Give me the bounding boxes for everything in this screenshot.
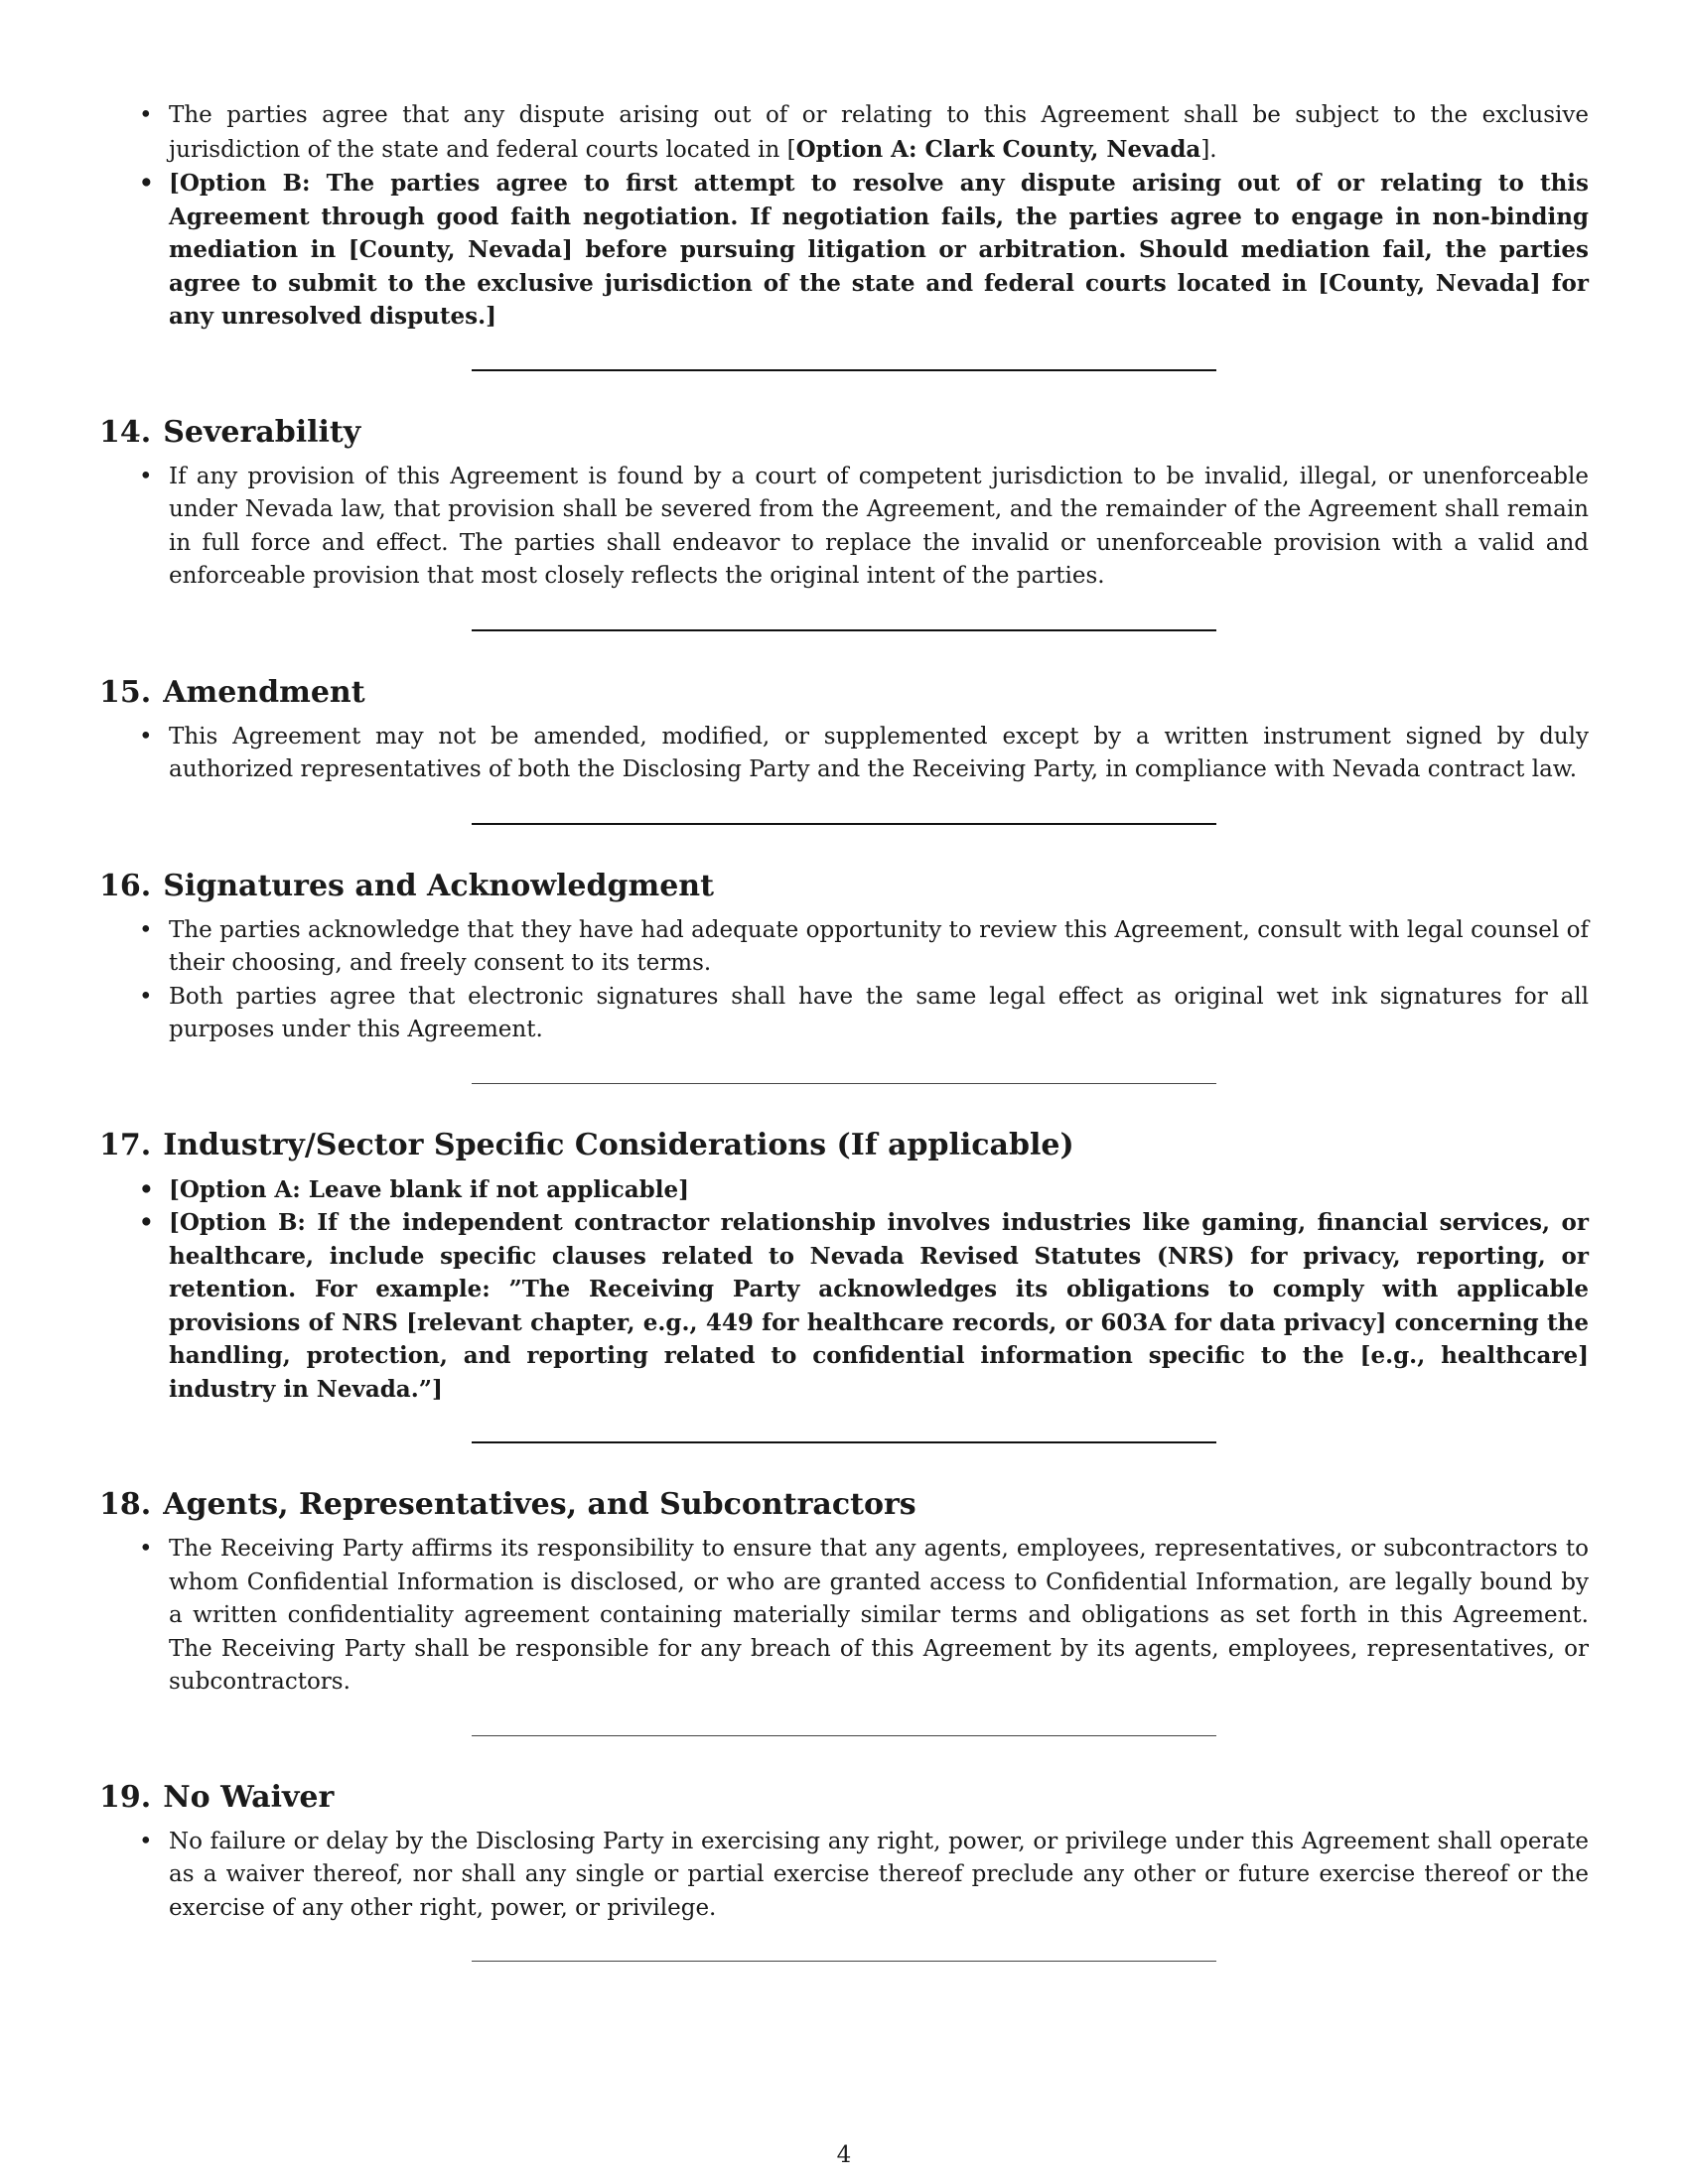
list-item: • [Option B: The parties agree to first attempt to resolve any dispute arising out of or relating to this Agreement through good faith negotiation. If negotiation fails, the parties agree to engage in non-binding mediation in [County, Nevada] before pursuing litigation or arbitration. Should mediation fail, the parties agree to submit to the exclusive jurisdiction of the state and federal courts located in [County, Nevada] for any unresolved disputes.] [99,167,1589,334]
section-divider [472,369,1216,371]
section-heading-18: 18. Agents, Representatives, and Subcontractors [99,1487,916,1522]
section-heading-17: 17. Industry/Sector Specific Considerations (If applicable) [99,1127,1074,1162]
list-item: • [Option B: If the independent contractor relationship involves industries like gaming, financial services, or healthcare, include specific clauses related to Nevada Revised Statutes (NRS) for privacy, reporting, or retention. For example: ”The Receiving Party acknowledges its obligations to comply with applicable provisions of NRS [relevant chapter, e.g., 449 for healthcare records, or 603A for data privacy] concerning the handling, protection, and reporting related to confidential information specific to the [e.g., healthcare] industry in Nevada.”] [99,1206,1589,1406]
list-item: • If any provision of this Agreement is found by a court of competent jurisdiction to be invalid, illegal, or unenforceable under Nevada law, that provision shall be severed from the Agreement, and the remainder of the Agreement shall remain in full force and effect. The parties shall endeavor to replace the invalid or unenforceable provision with a valid and enforceable provision that most closely reflects the original intent of the parties. [99,461,1589,594]
section-19-list [99,1826,1589,1926]
list-item: • No failure or delay by the Disclosing Party in exercising any right, power, or privilege under this Agreement shall operate as a waiver thereof, nor shall any single or partial exercise thereof preclude any other or future exercise thereof or the exercise of any other right, power, or privilege. [99,1826,1589,1926]
section-15-list [99,721,1589,787]
section-16-list [99,914,1589,1047]
dispute-resolution-list [99,99,1589,334]
document-page [99,99,1589,1962]
section-divider [472,1441,1216,1443]
section-divider [472,629,1216,631]
section-divider [472,1961,1216,1962]
section-17-list [99,1173,1589,1407]
section-divider [472,1083,1216,1084]
list-item: • The parties acknowledge that they have had adequate opportunity to review this Agreement, consult with legal counsel of their choosing, and freely consent to its terms. [99,914,1589,981]
section-heading-14: 14. Severability [99,414,361,450]
section-14-list [99,461,1589,594]
page-number: 4 [836,2142,852,2168]
section-heading-16: 16. Signatures and Acknowledgment [99,868,714,903]
list-item: • [Option A: Leave blank if not applicable] [99,1173,1589,1207]
section-heading-19: 19. No Waiver [99,1779,335,1815]
list-item: • Both parties agree that electronic signatures shall have the same legal effect as original wet ink signatures for all purposes under this Agreement. [99,981,1589,1047]
section-heading-15: 15. Amendment [99,674,365,710]
list-item: • The Receiving Party affirms its responsibility to ensure that any agents, employees, representatives, or subcontractors to whom Confidential Information is disclosed, or who are granted access to Confidential Information, are legally bound by a written confidentiality agreement containing materially similar terms and obligations as set forth in this Agreement. The Receiving Party shall be responsible for any breach of this Agreement by its agents, employees, representatives, or subcontractors. [99,1533,1589,1700]
list-item: • This Agreement may not be amended, modified, or supplemented except by a written instrument signed by duly authorized representatives of both the Disclosing Party and the Receiving Party, in compliance with Nevada contract law. [99,721,1589,787]
section-divider [472,823,1216,825]
section-18-list [99,1533,1589,1700]
section-divider [472,1735,1216,1736]
list-item: • The parties agree that any dispute arising out of or relating to this Agreement shall be subject to the exclusive jurisdiction of the state and federal courts located in [Option A: Clark County, Nevada]. [99,99,1589,167]
